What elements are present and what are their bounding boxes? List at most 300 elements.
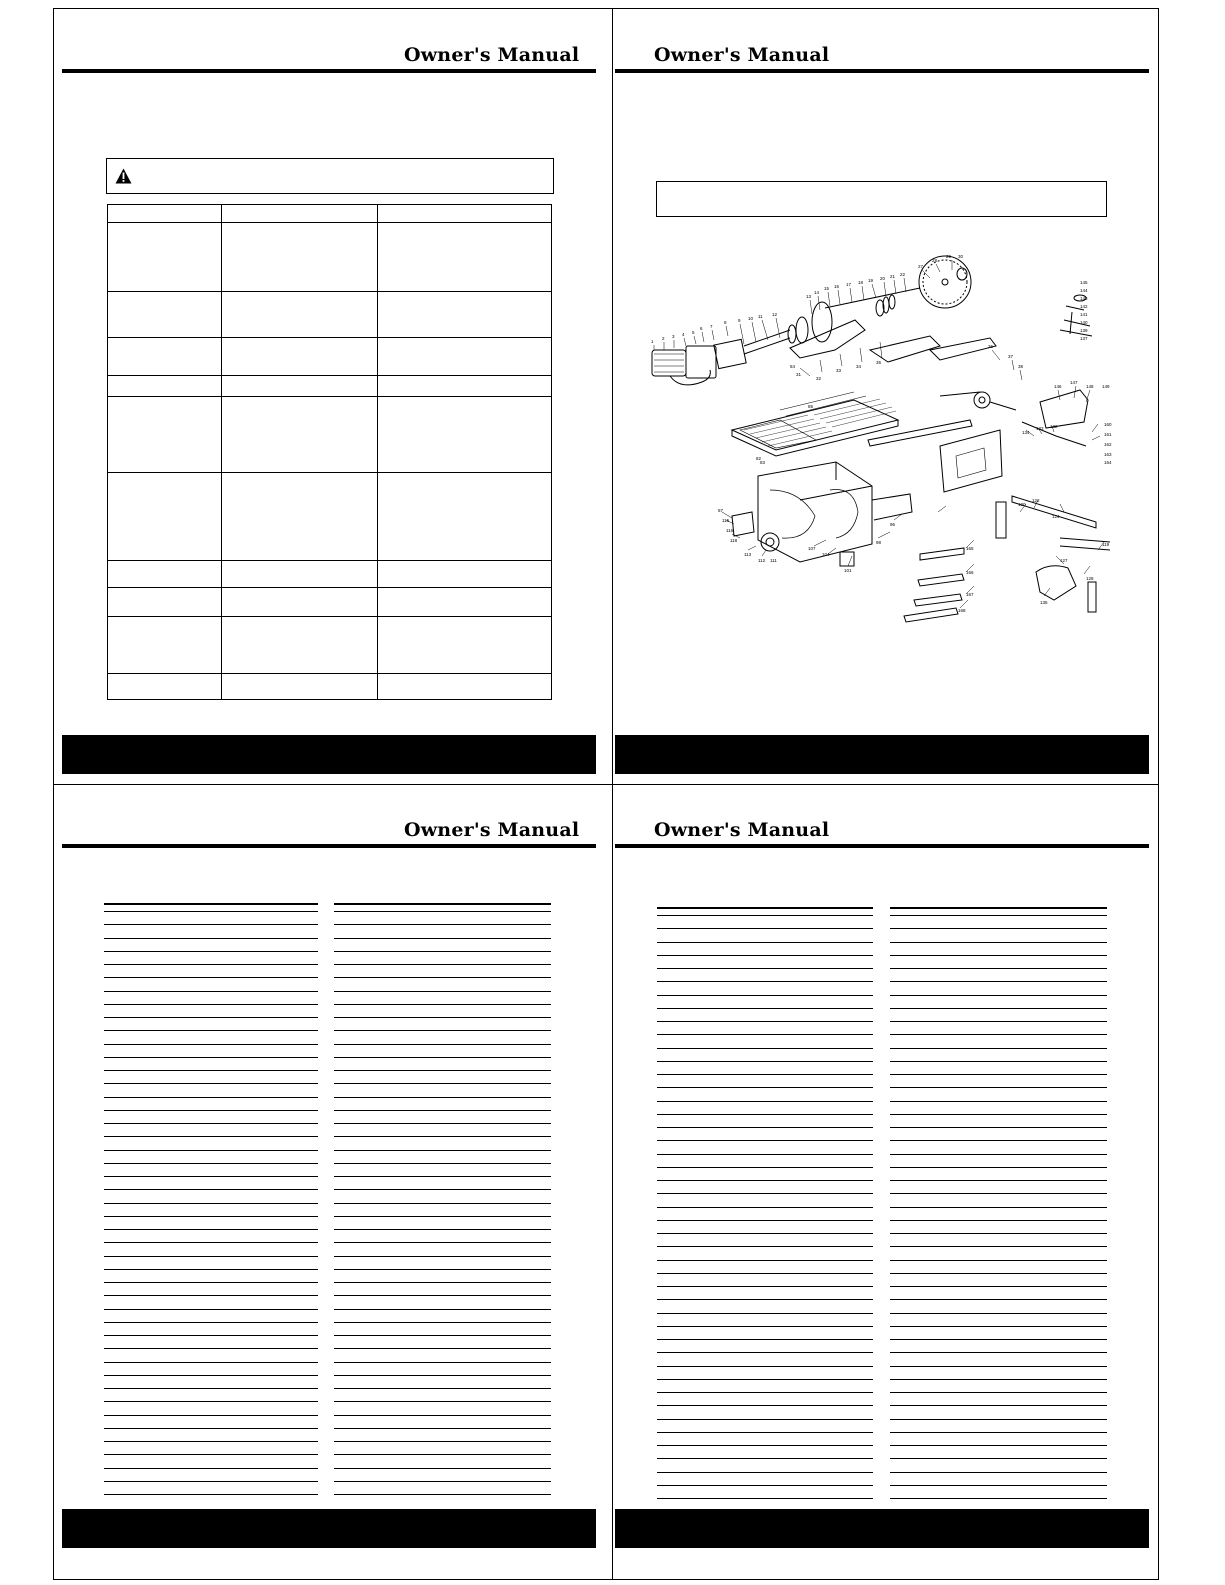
footer-bar bbox=[62, 1509, 596, 1548]
parts-list-row-line bbox=[890, 1472, 1107, 1473]
parts-list-row-line bbox=[890, 1405, 1107, 1406]
trunnion-assembly bbox=[870, 336, 1016, 410]
parts-list-row-line bbox=[890, 1458, 1107, 1459]
svg-text:5: 5 bbox=[692, 330, 695, 335]
table-row bbox=[108, 376, 552, 397]
svg-text:142: 142 bbox=[1080, 304, 1088, 309]
svg-text:111: 111 bbox=[770, 558, 777, 563]
parts-list-row-line bbox=[334, 1189, 551, 1190]
parts-list-row-line bbox=[104, 1256, 318, 1257]
parts-list-row-line bbox=[890, 1140, 1107, 1141]
parts-list-row-line bbox=[334, 1309, 551, 1310]
page-header-title: Owner's Manual bbox=[654, 44, 830, 66]
parts-column-header-rule bbox=[657, 907, 873, 909]
parts-list-row-line bbox=[657, 1101, 873, 1102]
svg-text:149: 149 bbox=[1102, 384, 1110, 389]
parts-list-row-line bbox=[890, 1379, 1107, 1380]
parts-list-row-line bbox=[334, 1176, 551, 1177]
parts-list-row-line bbox=[104, 1335, 318, 1336]
parts-list-row-line bbox=[334, 1030, 551, 1031]
page-header-title: Owner's Manual bbox=[404, 819, 580, 841]
parts-list-row-line bbox=[334, 1468, 551, 1469]
svg-text:101: 101 bbox=[844, 568, 852, 573]
parts-list-row-line bbox=[104, 1229, 318, 1230]
parts-list-row-line bbox=[657, 1392, 873, 1393]
parts-list-row-line bbox=[657, 1008, 873, 1009]
parts-list-row-line bbox=[104, 1282, 318, 1283]
saw-blade bbox=[919, 256, 971, 308]
svg-text:113: 113 bbox=[744, 552, 752, 557]
svg-text:4: 4 bbox=[682, 332, 685, 337]
table-header-row bbox=[108, 205, 552, 223]
parts-list-row-line bbox=[657, 1207, 873, 1208]
svg-text:145: 145 bbox=[1080, 280, 1088, 285]
svg-text:166: 166 bbox=[966, 570, 974, 575]
part-number-labels bbox=[651, 254, 1112, 613]
svg-text:21: 21 bbox=[890, 274, 896, 279]
svg-text:30: 30 bbox=[958, 254, 964, 259]
svg-text:20: 20 bbox=[880, 276, 886, 281]
parts-list-row-line bbox=[104, 1388, 318, 1389]
parts-list-row-line bbox=[657, 1233, 873, 1234]
svg-text:32: 32 bbox=[816, 376, 822, 381]
parts-list-row-line bbox=[104, 1097, 318, 1098]
parts-list-row-line bbox=[104, 1070, 318, 1071]
table-row bbox=[108, 397, 552, 473]
parts-list-row-line bbox=[657, 1220, 873, 1221]
parts-list-row-line bbox=[104, 1110, 318, 1111]
parts-list-row-line bbox=[890, 1260, 1107, 1261]
parts-list-row-line bbox=[890, 1008, 1107, 1009]
parts-list-row-line bbox=[657, 1114, 873, 1115]
parts-list-row-line bbox=[334, 991, 551, 992]
parts-list-row-line bbox=[890, 1485, 1107, 1486]
table-row bbox=[108, 292, 552, 338]
parts-list-row-line bbox=[104, 1150, 318, 1151]
svg-text:14: 14 bbox=[814, 290, 820, 295]
parts-list-row-line bbox=[334, 1070, 551, 1071]
svg-text:12: 12 bbox=[772, 312, 778, 317]
svg-text:84: 84 bbox=[790, 364, 796, 369]
parts-list-row-line bbox=[334, 964, 551, 965]
parts-list-row-line bbox=[104, 1136, 318, 1137]
parts-list-row-line bbox=[657, 1061, 873, 1062]
svg-text:162: 162 bbox=[1104, 442, 1112, 447]
header-rule bbox=[615, 69, 1149, 73]
svg-text:28: 28 bbox=[932, 258, 938, 263]
parts-list-row-line bbox=[657, 1419, 873, 1420]
parts-list-row-line bbox=[890, 1392, 1107, 1393]
parts-list-row-line bbox=[334, 1322, 551, 1323]
svg-text:18: 18 bbox=[858, 280, 864, 285]
svg-text:100: 100 bbox=[1018, 502, 1026, 507]
svg-text:161: 161 bbox=[1104, 432, 1112, 437]
svg-text:119: 119 bbox=[1102, 542, 1110, 547]
parts-list-row-line bbox=[890, 1366, 1107, 1367]
svg-text:87: 87 bbox=[718, 508, 724, 513]
parts-list-row-line bbox=[334, 1335, 551, 1336]
svg-text:1: 1 bbox=[651, 339, 654, 344]
table-row bbox=[108, 473, 552, 561]
svg-text:127: 127 bbox=[1060, 558, 1068, 563]
parts-list-row-line bbox=[890, 1207, 1107, 1208]
parts-list-row-line bbox=[657, 1299, 873, 1300]
svg-text:8: 8 bbox=[724, 320, 727, 325]
parts-list-row-line bbox=[657, 1286, 873, 1287]
svg-text:132: 132 bbox=[1050, 424, 1058, 429]
svg-text:82: 82 bbox=[756, 456, 762, 461]
parts-list-row-line bbox=[104, 1454, 318, 1455]
parts-list-row-line bbox=[657, 1260, 873, 1261]
parts-list-row-line bbox=[890, 1445, 1107, 1446]
parts-list-row-line bbox=[890, 1498, 1107, 1499]
parts-list-row-line bbox=[334, 1295, 551, 1296]
parts-list-row-line bbox=[104, 1494, 318, 1495]
parts-list-row-line bbox=[334, 1375, 551, 1376]
parts-list-row-line bbox=[334, 1136, 551, 1137]
parts-list-row-line bbox=[104, 1428, 318, 1429]
svg-text:19: 19 bbox=[868, 278, 874, 283]
page-header-title: Owner's Manual bbox=[404, 44, 580, 66]
parts-list-row-line bbox=[657, 968, 873, 969]
svg-text:141: 141 bbox=[1080, 312, 1088, 317]
parts-list-row-line bbox=[890, 1021, 1107, 1022]
parts-list-row-line bbox=[104, 1375, 318, 1376]
svg-text:118: 118 bbox=[730, 538, 738, 543]
svg-text:31: 31 bbox=[796, 372, 802, 377]
parts-list-row-line bbox=[334, 1348, 551, 1349]
svg-text:116: 116 bbox=[726, 528, 734, 533]
parts-list-row-line bbox=[890, 1220, 1107, 1221]
parts-list-row-line bbox=[657, 1246, 873, 1247]
parts-list-row-line bbox=[104, 1030, 318, 1031]
parts-list-row-line bbox=[334, 1203, 551, 1204]
parts-list-row-line bbox=[104, 1083, 318, 1084]
parts-list-row-line bbox=[890, 1048, 1107, 1049]
parts-list-row-line bbox=[104, 1242, 318, 1243]
parts-list-row-line bbox=[657, 1498, 873, 1499]
parts-list-row-line bbox=[334, 1481, 551, 1482]
parts-list-row-line bbox=[334, 1097, 551, 1098]
svg-text:134: 134 bbox=[1022, 430, 1030, 435]
svg-text:148: 148 bbox=[1086, 384, 1094, 389]
parts-list-row-line bbox=[657, 1472, 873, 1473]
svg-text:137: 137 bbox=[1080, 336, 1088, 341]
parts-list-row-line bbox=[334, 1494, 551, 1495]
svg-text:11: 11 bbox=[758, 314, 763, 319]
parts-list-row-line bbox=[890, 1114, 1107, 1115]
parts-list-row-line bbox=[657, 942, 873, 943]
svg-text:7: 7 bbox=[710, 324, 713, 329]
parts-list-row-line bbox=[334, 1415, 551, 1416]
parts-list-row-line bbox=[890, 942, 1107, 943]
warning-box bbox=[106, 158, 554, 194]
table-row bbox=[108, 223, 552, 292]
parts-list-row-line bbox=[104, 1481, 318, 1482]
parts-list-row-line bbox=[657, 955, 873, 956]
parts-list-row-line bbox=[657, 1405, 873, 1406]
svg-text:33: 33 bbox=[836, 368, 842, 373]
parts-list-row-line bbox=[334, 977, 551, 978]
parts-list-row-line bbox=[657, 1273, 873, 1274]
parts-list-row-line bbox=[657, 915, 873, 916]
svg-text:17: 17 bbox=[846, 282, 852, 287]
parts-list-row-line bbox=[657, 1048, 873, 1049]
parts-list-row-line bbox=[890, 1101, 1107, 1102]
svg-text:122: 122 bbox=[1032, 498, 1040, 503]
svg-text:124: 124 bbox=[1052, 514, 1060, 519]
svg-text:9: 9 bbox=[738, 318, 741, 323]
parts-list-row-line bbox=[104, 1163, 318, 1164]
parts-list-row-line bbox=[334, 1362, 551, 1363]
parts-list-row-line bbox=[104, 977, 318, 978]
header-rule bbox=[62, 844, 596, 848]
parts-column-header-rule bbox=[890, 907, 1107, 909]
svg-text:16: 16 bbox=[834, 284, 840, 289]
parts-list-row-line bbox=[104, 1004, 318, 1005]
parts-list-row-line bbox=[657, 981, 873, 982]
parts-list-row-line bbox=[334, 1256, 551, 1257]
parts-list-row-line bbox=[334, 1428, 551, 1429]
parts-list-row-line bbox=[104, 991, 318, 992]
parts-list-row-line bbox=[890, 1061, 1107, 1062]
parts-list-row-line bbox=[890, 968, 1107, 969]
table-row bbox=[108, 338, 552, 376]
footer-bar bbox=[615, 1509, 1149, 1548]
parts-list-row-line bbox=[890, 1326, 1107, 1327]
parts-list-row-line bbox=[334, 1163, 551, 1164]
parts-list-row-line bbox=[890, 1273, 1107, 1274]
parts-list-row-line bbox=[890, 1286, 1107, 1287]
parts-list-row-line bbox=[104, 1348, 318, 1349]
svg-text:37: 37 bbox=[1008, 354, 1014, 359]
parts-list-row-line bbox=[657, 1326, 873, 1327]
parts-list-row-line bbox=[657, 1445, 873, 1446]
table-row bbox=[108, 674, 552, 700]
svg-text:168: 168 bbox=[958, 608, 966, 613]
parts-list-row-line bbox=[104, 1309, 318, 1310]
svg-text:112: 112 bbox=[758, 558, 766, 563]
svg-text:98: 98 bbox=[876, 540, 882, 545]
parts-list-row-line bbox=[890, 1193, 1107, 1194]
svg-text:165: 165 bbox=[966, 546, 974, 551]
parts-list-row-line bbox=[657, 1366, 873, 1367]
parts-list-row-line bbox=[104, 1441, 318, 1442]
parts-list-row-line bbox=[657, 1193, 873, 1194]
parts-list-row-line bbox=[890, 915, 1107, 916]
parts-list-row-line bbox=[334, 1388, 551, 1389]
parts-list-row-line bbox=[104, 1362, 318, 1363]
parts-list-row-line bbox=[890, 1352, 1107, 1353]
side-panel bbox=[940, 430, 1002, 492]
exploded-parts-diagram bbox=[640, 250, 1120, 630]
parts-list-row-line bbox=[104, 924, 318, 925]
svg-text:146: 146 bbox=[1054, 384, 1062, 389]
parts-list-row-line bbox=[657, 1458, 873, 1459]
parts-list-row-line bbox=[104, 1176, 318, 1177]
parts-list-row-line bbox=[104, 1415, 318, 1416]
svg-text:167: 167 bbox=[966, 592, 974, 597]
parts-list-row-line bbox=[657, 1127, 873, 1128]
svg-text:22: 22 bbox=[900, 272, 906, 277]
svg-text:140: 140 bbox=[1080, 320, 1088, 325]
svg-text:107: 107 bbox=[808, 546, 816, 551]
parts-list-row-line bbox=[334, 1242, 551, 1243]
svg-text:10: 10 bbox=[748, 316, 754, 321]
svg-text:144: 144 bbox=[1080, 288, 1088, 293]
parts-list-row-line bbox=[334, 1083, 551, 1084]
parts-list-row-line bbox=[104, 1123, 318, 1124]
parts-list-row-line bbox=[104, 1057, 318, 1058]
parts-list-row-line bbox=[334, 1044, 551, 1045]
svg-text:135: 135 bbox=[1040, 600, 1048, 605]
parts-list-row-line bbox=[104, 1189, 318, 1190]
svg-text:147: 147 bbox=[1070, 380, 1078, 385]
parts-list-row-line bbox=[104, 1401, 318, 1402]
svg-text:115: 115 bbox=[722, 518, 730, 523]
parts-list-row-line bbox=[657, 1087, 873, 1088]
svg-text:85: 85 bbox=[808, 404, 814, 409]
parts-list-row-line bbox=[104, 1295, 318, 1296]
parts-list-row-line bbox=[890, 1167, 1107, 1168]
parts-list-row-line bbox=[334, 938, 551, 939]
parts-column-header-rule bbox=[104, 903, 318, 905]
parts-list-row-line bbox=[890, 1087, 1107, 1088]
svg-text:34: 34 bbox=[856, 364, 862, 369]
svg-text:104: 104 bbox=[822, 552, 830, 557]
parts-list-row-line bbox=[334, 1150, 551, 1151]
svg-text:2: 2 bbox=[662, 336, 665, 341]
svg-text:13: 13 bbox=[806, 294, 812, 299]
svg-text:83: 83 bbox=[760, 460, 766, 465]
parts-list-row-line bbox=[890, 1419, 1107, 1420]
parts-list-row-line bbox=[657, 1432, 873, 1433]
parts-list-row-line bbox=[334, 1123, 551, 1124]
parts-list-row-line bbox=[657, 1167, 873, 1168]
parts-list-row-line bbox=[657, 1154, 873, 1155]
parts-list-row-line bbox=[104, 1322, 318, 1323]
parts-list-row-line bbox=[657, 1140, 873, 1141]
page-header-title: Owner's Manual bbox=[654, 819, 830, 841]
svg-text:36: 36 bbox=[988, 344, 994, 349]
svg-text:6: 6 bbox=[700, 326, 703, 331]
parts-list-row-line bbox=[657, 1485, 873, 1486]
parts-list-row-line bbox=[890, 1233, 1107, 1234]
parts-list-row-line bbox=[657, 995, 873, 996]
troubleshooting-table bbox=[107, 204, 552, 700]
parts-list-row-line bbox=[334, 1269, 551, 1270]
parts-list-row-line bbox=[104, 1468, 318, 1469]
parts-list-row-line bbox=[334, 1057, 551, 1058]
svg-text:27: 27 bbox=[918, 264, 924, 269]
parts-list-row-line bbox=[334, 1401, 551, 1402]
parts-list-row-line bbox=[104, 1216, 318, 1217]
parts-list-row-line bbox=[890, 1180, 1107, 1181]
table-top bbox=[732, 392, 898, 456]
leader-lines bbox=[654, 260, 1104, 608]
table-row bbox=[108, 561, 552, 588]
parts-list-row-line bbox=[657, 1313, 873, 1314]
svg-text:164: 164 bbox=[1104, 460, 1112, 465]
parts-list-row-line bbox=[657, 1034, 873, 1035]
parts-list-row-line bbox=[657, 928, 873, 929]
parts-list-row-line bbox=[890, 1074, 1107, 1075]
parts-list-row-line bbox=[104, 964, 318, 965]
parts-list-row-line bbox=[334, 1229, 551, 1230]
parts-list-row-line bbox=[104, 951, 318, 952]
svg-text:35: 35 bbox=[876, 360, 882, 365]
vertical-page-divider bbox=[612, 8, 613, 1580]
parts-list-row-line bbox=[890, 1432, 1107, 1433]
parts-list-row-line bbox=[890, 1246, 1107, 1247]
parts-list-row-line bbox=[334, 1110, 551, 1111]
parts-list-row-line bbox=[334, 1017, 551, 1018]
parts-list-row-line bbox=[104, 1017, 318, 1018]
accessories bbox=[904, 548, 964, 622]
svg-text:160: 160 bbox=[1104, 422, 1112, 427]
table-row bbox=[108, 617, 552, 674]
svg-text:163: 163 bbox=[1104, 452, 1112, 457]
parts-column-header-rule bbox=[334, 903, 551, 905]
table-row bbox=[108, 588, 552, 617]
parts-list-row-line bbox=[890, 981, 1107, 982]
svg-text:38: 38 bbox=[1018, 364, 1024, 369]
parts-list-row-line bbox=[890, 1034, 1107, 1035]
svg-text:128: 128 bbox=[1086, 576, 1094, 581]
parts-list-row-line bbox=[104, 911, 318, 912]
parts-list-row-line bbox=[657, 1339, 873, 1340]
parts-list-row-line bbox=[334, 951, 551, 952]
parts-list-row-line bbox=[657, 1021, 873, 1022]
parts-list-row-line bbox=[890, 1299, 1107, 1300]
parts-list-row-line bbox=[657, 1379, 873, 1380]
parts-list-row-line bbox=[657, 1352, 873, 1353]
parts-list-row-line bbox=[890, 1154, 1107, 1155]
svg-text:3: 3 bbox=[672, 334, 675, 339]
parts-list-row-line bbox=[334, 911, 551, 912]
parts-list-row-line bbox=[890, 1339, 1107, 1340]
parts-list-row-line bbox=[104, 1269, 318, 1270]
parts-list-row-line bbox=[104, 1203, 318, 1204]
parts-list-row-line bbox=[334, 1454, 551, 1455]
svg-text:133: 133 bbox=[1036, 426, 1044, 431]
parts-list-row-line bbox=[334, 1004, 551, 1005]
parts-list-row-line bbox=[334, 1441, 551, 1442]
svg-text:29: 29 bbox=[946, 254, 952, 259]
footer-bar bbox=[615, 735, 1149, 774]
header-rule bbox=[62, 69, 596, 73]
svg-text:15: 15 bbox=[824, 286, 830, 291]
parts-list-row-line bbox=[890, 955, 1107, 956]
parts-list-row-line bbox=[657, 1180, 873, 1181]
parts-list-row-line bbox=[657, 1074, 873, 1075]
footer-bar bbox=[62, 735, 596, 774]
svg-text:96: 96 bbox=[890, 522, 896, 527]
parts-list-row-line bbox=[104, 938, 318, 939]
note-box bbox=[656, 181, 1107, 217]
svg-text:143: 143 bbox=[1080, 296, 1088, 301]
base-cabinet bbox=[758, 462, 912, 562]
parts-list-row-line bbox=[334, 1282, 551, 1283]
header-rule bbox=[615, 844, 1149, 848]
parts-list-row-line bbox=[890, 1127, 1107, 1128]
parts-list-row-line bbox=[890, 995, 1107, 996]
svg-text:139: 139 bbox=[1080, 328, 1088, 333]
parts-list-row-line bbox=[890, 928, 1107, 929]
parts-list-row-line bbox=[334, 924, 551, 925]
warning-triangle-icon bbox=[115, 168, 132, 184]
parts-list-row-line bbox=[890, 1313, 1107, 1314]
